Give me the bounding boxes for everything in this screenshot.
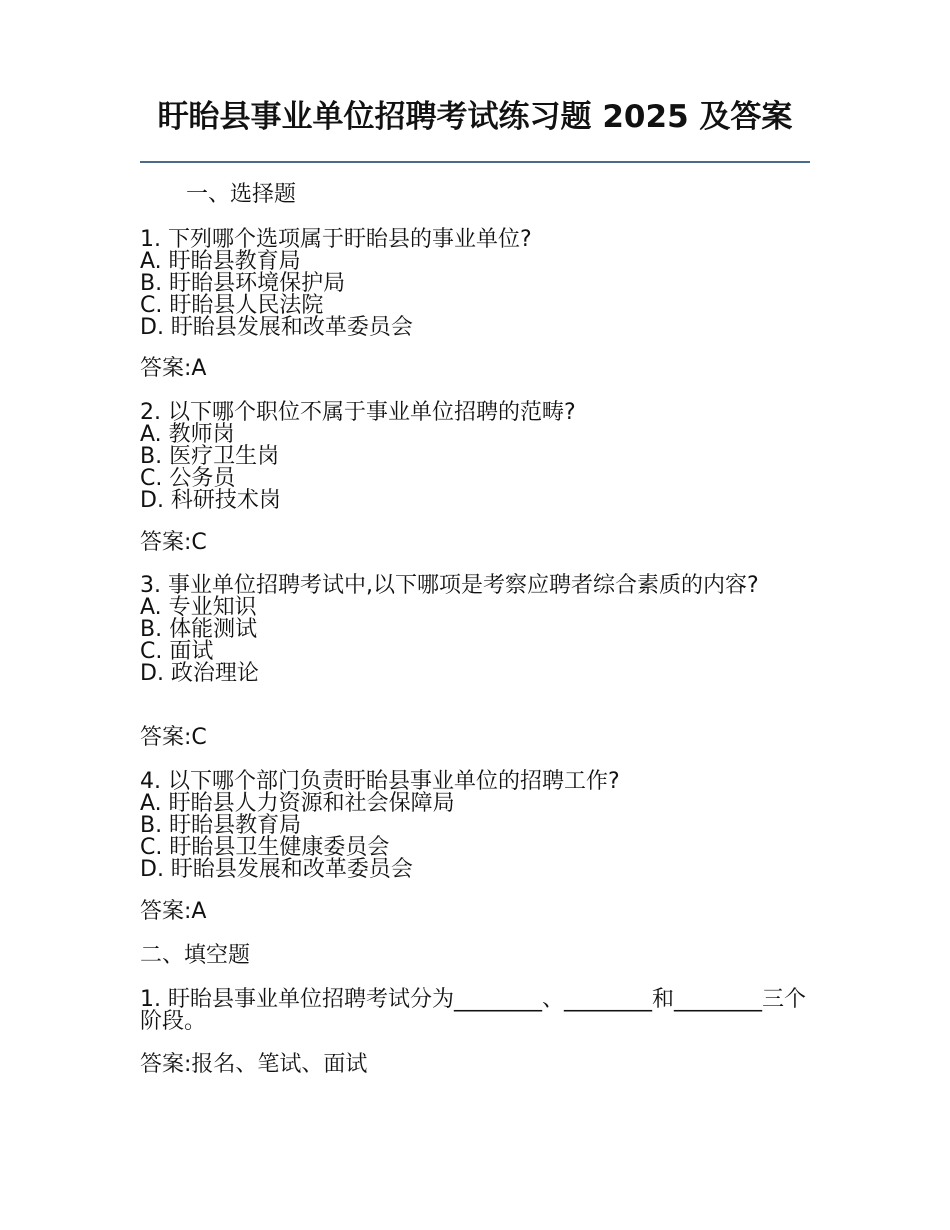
question-stem: 4. 以下哪个部门负责盱眙县事业单位的招聘工作? (140, 769, 620, 794)
question-4 (140, 771, 810, 881)
fill-answer-1: 答案:报名、笔试、面试 (140, 1052, 368, 1077)
option-d: D. 科研技术岗 (140, 488, 281, 513)
question-2 (140, 402, 810, 512)
title-underline (140, 161, 810, 163)
question-stem: 1. 下列哪个选项属于盱眙县的事业单位? (140, 227, 532, 252)
answer-2: 答案:C (140, 530, 207, 555)
option-a: A. 教师岗 (140, 422, 235, 447)
question-1 (140, 229, 810, 339)
answer-4: 答案:A (140, 899, 207, 924)
option-c: C. 盱眙县人民法院 (140, 293, 324, 318)
section-heading-fill: 二、填空题 (140, 943, 251, 968)
question-stem: 3. 事业单位招聘考试中,以下哪项是考察应聘者综合素质的内容? (140, 573, 759, 598)
document-title: 盱眙县事业单位招聘考试练习题 2025 及答案 (157, 99, 793, 135)
option-c: C. 公务员 (140, 466, 236, 491)
fill-question-stem: 1. 盱眙县事业单位招聘考试分为________、________和________三个阶段。 (140, 987, 806, 1034)
option-d: D. 盱眙县发展和改革委员会 (140, 315, 413, 340)
option-a: A. 专业知识 (140, 595, 257, 620)
option-c: C. 面试 (140, 639, 214, 664)
option-b: B. 体能测试 (140, 617, 258, 642)
fill-question-1 (140, 989, 810, 1033)
answer-3: 答案:C (140, 725, 207, 750)
section-heading-choice: 一、选择题 (186, 182, 297, 207)
option-d: D. 盱眙县发展和改革委员会 (140, 857, 413, 882)
answer-1: 答案:A (140, 356, 207, 381)
option-b: B. 盱眙县教育局 (140, 813, 302, 838)
question-stem: 2. 以下哪个职位不属于事业单位招聘的范畴? (140, 400, 576, 425)
option-a: A. 盱眙县教育局 (140, 249, 301, 274)
option-b: B. 医疗卫生岗 (140, 444, 280, 469)
option-c: C. 盱眙县卫生健康委员会 (140, 835, 390, 860)
option-a: A. 盱眙县人力资源和社会保障局 (140, 791, 455, 816)
option-d: D. 政治理论 (140, 661, 259, 686)
option-b: B. 盱眙县环境保护局 (140, 271, 346, 296)
question-3 (140, 575, 810, 685)
